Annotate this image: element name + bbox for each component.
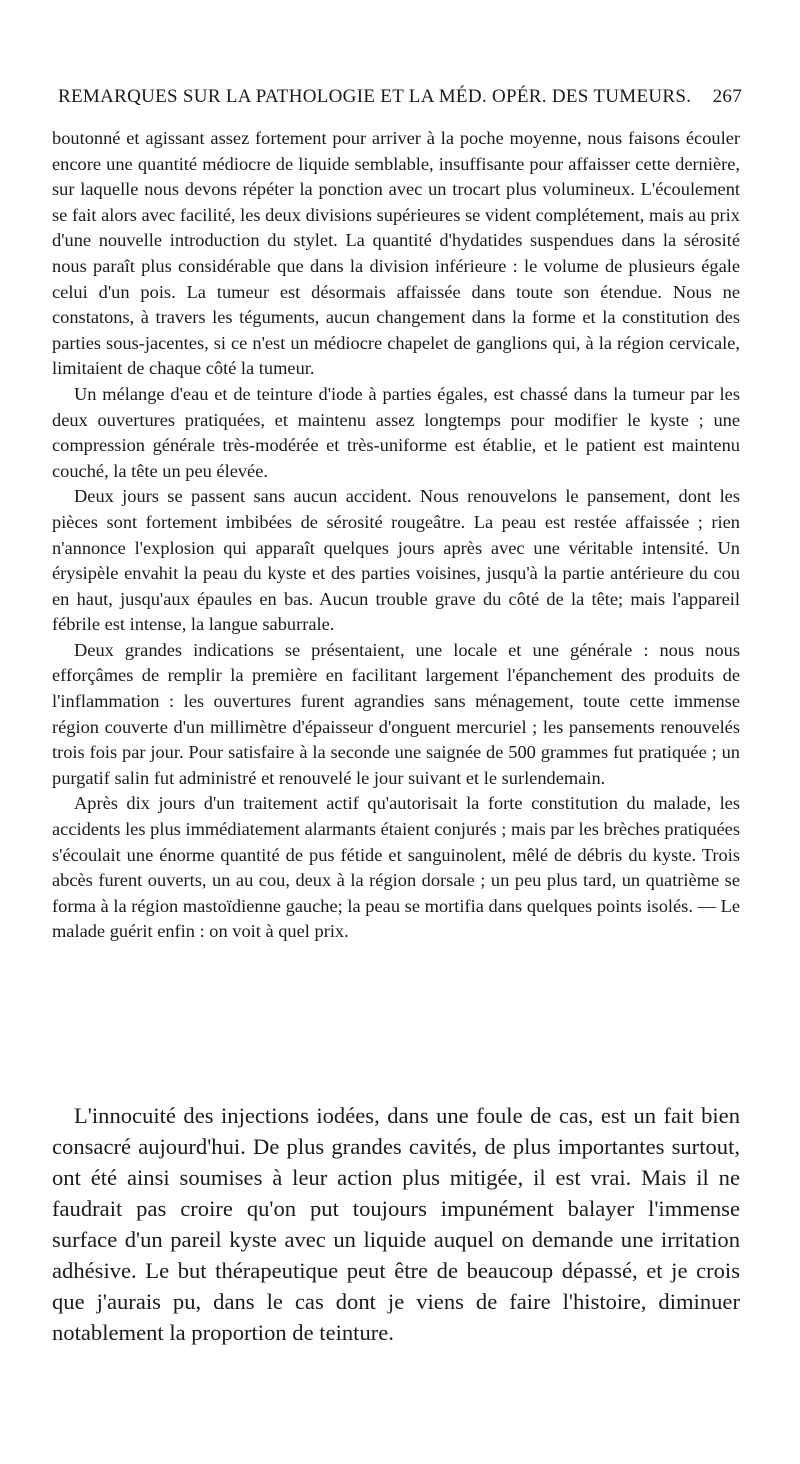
commentary-text [52, 1100, 740, 1348]
case-report-text [52, 126, 740, 945]
running-header [58, 86, 742, 108]
running-title: REMARQUES SUR LA PATHOLOGIE ET LA MÉD. OPÉR. DES TUMEURS. [58, 86, 692, 107]
paragraph-treatment: Deux grandes indications se présentaient, une locale et une générale : nous nous efforçâmes de remplir la première en facilitant largement l'épanchement des produits de l'inflammation : les ouvertures furent agrandies sans ménagement, toute cette immense région couverte d'un millimètre d'épaisseur d'onguent mercuriel ; les pansements renouvelés trois fois par jour. Pour satisfaire à la seconde une saignée de 500 grammes fut pratiquée ; un purgatif salin fut administré et renouvelé le jour suivant et le surlendemain. [52, 639, 740, 788]
paragraph-iodine-injection: Un mélange d'eau et de teinture d'iode à parties égales, est chassé dans la tumeur par les deux ouvertures pratiquées, et maintenu assez longtemps pour modifier le kyste ; une compression générale très-modérée et très-uniforme est établie, et le patient est maintenu couché, la tête un peu élevée. [52, 383, 740, 481]
paragraph-erysipelas: Deux jours se passent sans aucun accident. Nous renouvelons le pansement, dont les pièces sont fortement imbibées de sérosité rougeâtre. La peau est restée affaissée ; rien n'annonce l'explosion qui apparaît quelques jours après avec une véritable intensité. Un érysipèle envahit la peau du kyste et des parties voisines, jusqu'à la partie antérieure du cou en haut, jusqu'aux épaules en bas. Aucun trouble grave du côté de la tête; mais l'appareil fébrile est intense, la langue saburrale. [52, 486, 740, 635]
paragraph-outcome: Après dix jours d'un traitement actif qu'autorisait la forte constitution du malade, les accidents les plus immédiatement alarmants étaient conjurés ; mais par les brèches pratiquées s'écoulait une énorme quantité de pus fétide et sanguinolent, mêlé de débris du kyste. Trois abcès furent ouverts, un au cou, deux à la région dorsale ; un peu plus tard, un quatrième se forma à la région mastoïdienne gauche; la peau se mortifia dans quelques points isolés. — Le malade guérit enfin : on voit à quel prix. [52, 793, 740, 942]
paragraph-puncture: boutonné et agissant assez fortement pour arriver à la poche moyenne, nous faisons écouler encore une quantité médiocre de liquide semblable, insuffisante pour affaisser cette dernière, sur laquelle nous devons répéter la ponction avec un trocart plus volumineux. L'écoulement se fait alors avec facilité, les deux divisions supérieures se vident complétement, mais au prix d'une nouvelle introduction du stylet. La quantité d'hydatides suspendues dans la sérosité nous paraît plus considérable que dans la division inférieure : le volume de plusieurs égale celui d'un pois. La tumeur est désormais affaissée dans toute son étendue. Nous ne constatons, à travers les téguments, aucun changement dans la forme et la constitution des parties sous-jacentes, si ce n'est un médiocre chapelet de ganglions qui, à la région cervicale, limitaient de chaque côté la tumeur. [52, 128, 740, 379]
paragraph-iodine-commentary: L'innocuité des injections iodées, dans une foule de cas, est un fait bien consacré aujourd'hui. De plus grandes cavités, de plus importantes surtout, ont été ainsi soumises à leur action plus mitigée, il est vrai. Mais il ne faudrait pas croire qu'on put toujours impunément balayer l'immense surface d'un pareil kyste avec un liquide auquel on demande une irritation adhésive. Le but thérapeutique peut être de beaucoup dépassé, et je crois que j'aurais pu, dans le cas dont je viens de faire l'histoire, diminuer notablement la proportion de teinture. [52, 1103, 740, 1345]
page-number: 267 [712, 86, 742, 107]
